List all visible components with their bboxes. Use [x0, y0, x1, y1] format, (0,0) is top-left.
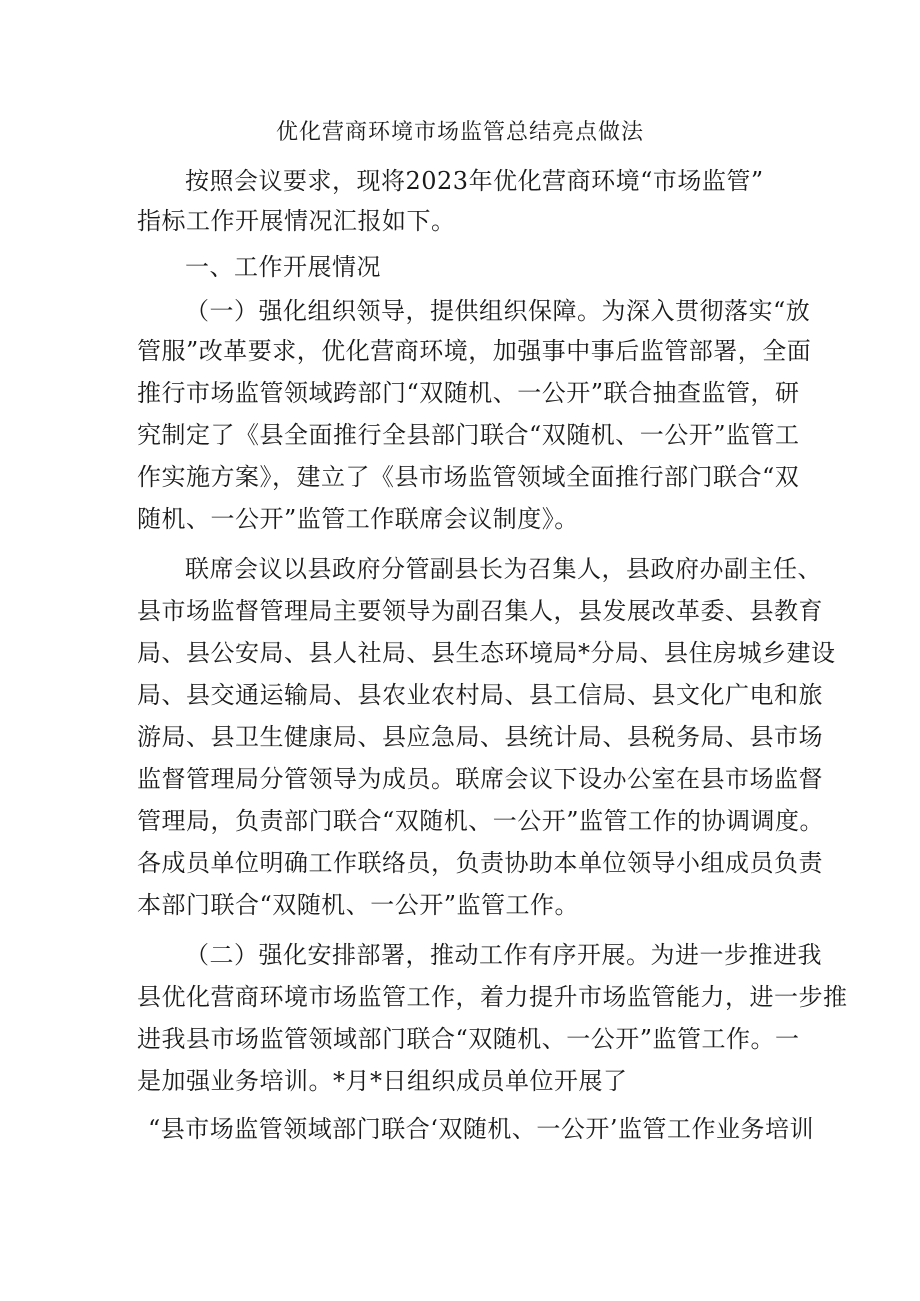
paragraph-line: 作实施方案》，建立了《县市场监管领域全面推行部门联合“双	[137, 463, 800, 491]
paragraph-line: 推行市场监管领域跨部门“双随机、一公开”联合抽查监管，研	[137, 379, 800, 407]
document-title: 优化营商环境市场监管总结亮点做法	[275, 120, 644, 145]
paragraph-line: 局、县交通运输局、县农业农村局、县工信局、县文化广电和旅	[137, 681, 823, 709]
paragraph-line: （二）强化安排部署，推动工作有序开展。为进一步推进我	[185, 941, 822, 969]
paragraph-line: 联席会议以县政府分管副县长为召集人，县政府办副主任、	[185, 555, 822, 583]
paragraph-line: 管服”改革要求，优化营商环境，加强事中事后监管部署，全面	[137, 337, 812, 365]
paragraph-line: （一）强化组织领导，提供组织保障。为深入贯彻落实“放	[185, 297, 811, 325]
paragraph-line: 本部门联合“双随机、一公开”监管工作。	[137, 891, 580, 919]
paragraph-line: 随机、一公开”监管工作联席会议制度》。	[137, 505, 579, 533]
paragraph-line: 管理局，负责部门联合“双随机、一公开”监管工作的协调调度。	[137, 807, 825, 835]
paragraph-line: 究制定了《县全面推行全县部门联合“双随机、一公开”监管工	[137, 421, 800, 449]
paragraph-line: 各成员单位明确工作联络员，负责协助本单位领导小组成员负责	[137, 849, 823, 877]
paragraph-line: 县市场监督管理局主要领导为副召集人，县发展改革委、县教育	[137, 597, 823, 625]
paragraph-line: 局、县公安局、县人社局、县生态环境局*分局、县住房城乡建设	[137, 639, 836, 667]
paragraph-line: 县优化营商环境市场监管工作，着力提升市场监管能力，进一步推	[137, 983, 848, 1011]
section-heading: 一、工作开展情况	[185, 253, 381, 281]
paragraph-line: 指标工作开展情况汇报如下。	[137, 207, 456, 235]
paragraph-line: 按照会议要求，现将2023年优化营商环境“市场监管”	[185, 167, 764, 195]
paragraph-line: “县市场监管领域部门联合‘双随机、一公开’监管工作业务培训	[148, 1115, 815, 1143]
paragraph-line: 进我县市场监管领域部门联合“双随机、一公开”监管工作。一	[137, 1025, 800, 1053]
paragraph-line: 是加强业务培训。*月*日组织成员单位开展了	[137, 1067, 628, 1095]
paragraph-line: 游局、县卫生健康局、县应急局、县统计局、县税务局、县市场	[137, 723, 823, 751]
paragraph-line: 监督管理局分管领导为成员。联席会议下设办公室在县市场监督	[137, 765, 823, 793]
